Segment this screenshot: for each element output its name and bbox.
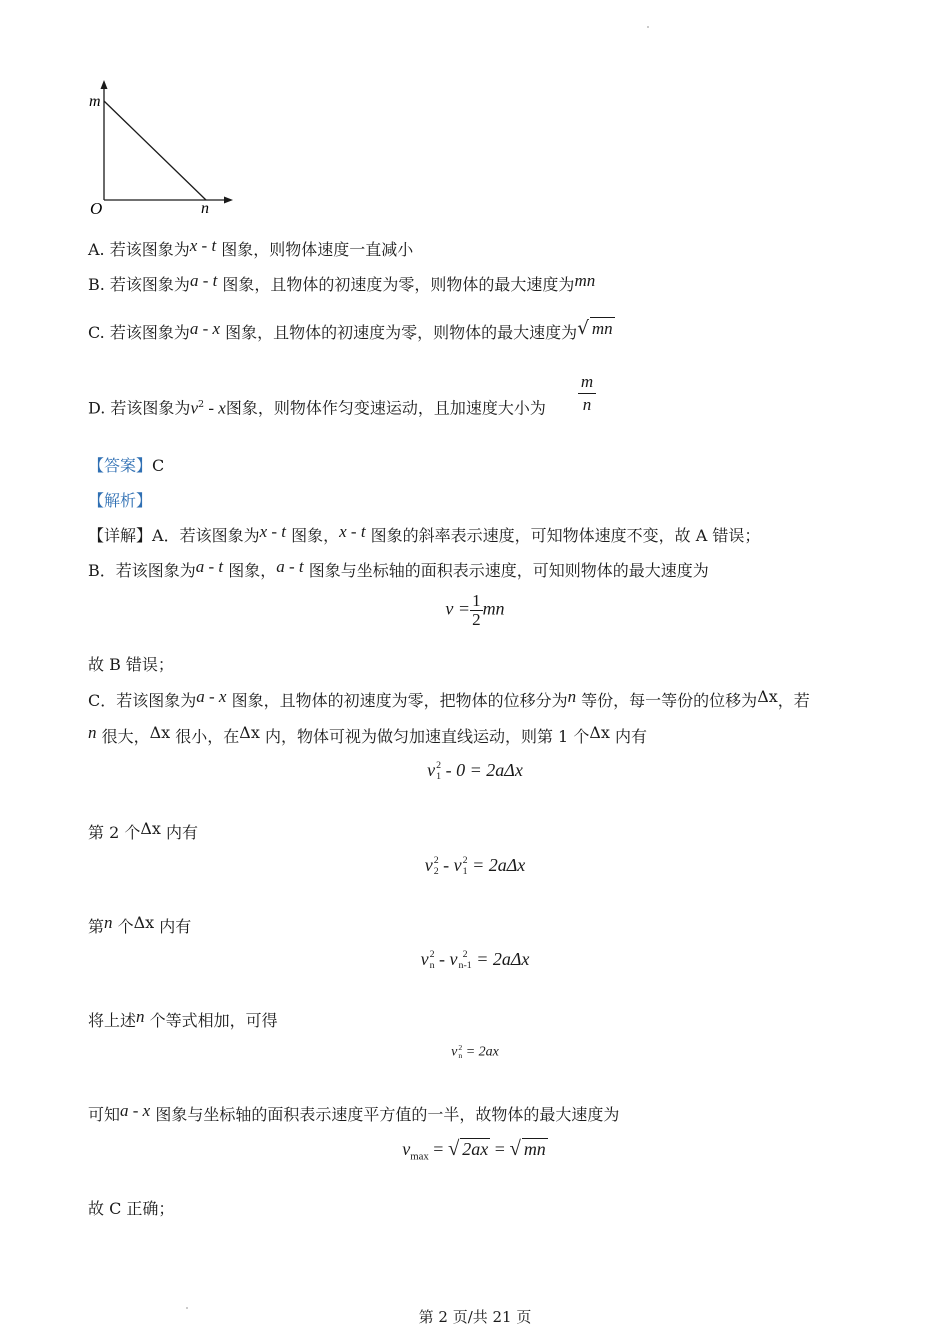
- option-c: C. 若该图象为a - x 图象，且物体的初速度为零，则物体的最大速度为√ mn: [88, 318, 613, 342]
- detail-a: 【详解】A．若该图象为x - t 图象，x - t 图象的斜率表示速度，可知物体速度不变，故 A 错误；: [88, 522, 761, 545]
- triangle-graph: [84, 76, 244, 226]
- option-d: D. 若该图象为$v^2$ - x图象，则物体作匀变速运动，且加速度大小为: [88, 398, 546, 418]
- x-axis-arrow: [224, 197, 233, 204]
- detail-b: B．若该图象为a - t 图象，a - t 图象与坐标轴的面积表示速度，可知则物体的最大速度为: [88, 557, 709, 580]
- equation-2: v 2 2 - v 2 1 = 2aΔx: [424, 855, 526, 877]
- detail-c-line1: C．若该图象为a - x 图象，且物体的初速度为零，把物体的位移分为n 等份，每一等份的位移为Δx，若: [88, 687, 810, 710]
- equation-1: v 2 1 - 0 = 2aΔx: [427, 760, 523, 782]
- conclusion-statement: 可知a - x 图象与坐标轴的面积表示速度平方值的一半，故物体的最大速度为: [88, 1101, 620, 1124]
- detail-b-conclusion: 故 B 错误；: [88, 655, 174, 674]
- analysis-heading: 【解析】: [88, 491, 153, 510]
- equation-b: v = $\frac{1}{2}$ mn: [445, 591, 505, 629]
- option-d-fraction: m n: [578, 371, 596, 416]
- page-footer: 第 2 页/共 21 页: [418, 1308, 532, 1326]
- answer: 【答案】C: [88, 456, 165, 475]
- equation-5: $v_{max}$ = √ 2ax = √ mn: [402, 1138, 546, 1163]
- graph-line: [104, 101, 206, 200]
- option-a: A. 若该图象为x - t 图象，则物体速度一直减小: [88, 236, 414, 259]
- y-axis-arrow: [101, 80, 108, 89]
- y-axis-label: m: [89, 93, 101, 110]
- speck-top: [647, 26, 649, 28]
- detail-c-line2: n 很大，Δx 很小，在Δx 内，物体可视为做匀加速直线运动，则第 1 个Δx 内有: [88, 723, 648, 746]
- x-axis-label: n: [201, 200, 209, 217]
- detail-c-conclusion: 故 C 正确；: [88, 1199, 175, 1218]
- sum-statement: 将上述n 个等式相加，可得: [88, 1007, 278, 1030]
- second-interval: 第 2 个Δx 内有: [88, 819, 199, 842]
- equation-4: v 2 n = 2ax: [451, 1043, 499, 1061]
- nth-interval: 第n 个Δx 内有: [88, 913, 192, 936]
- option-b: B. 若该图象为a - t 图象，且物体的初速度为零，则物体的最大速度为mn: [88, 271, 596, 294]
- origin-label: O: [90, 199, 103, 218]
- equation-3: v 2 n - v 2 n-1 = 2aΔx: [420, 949, 530, 971]
